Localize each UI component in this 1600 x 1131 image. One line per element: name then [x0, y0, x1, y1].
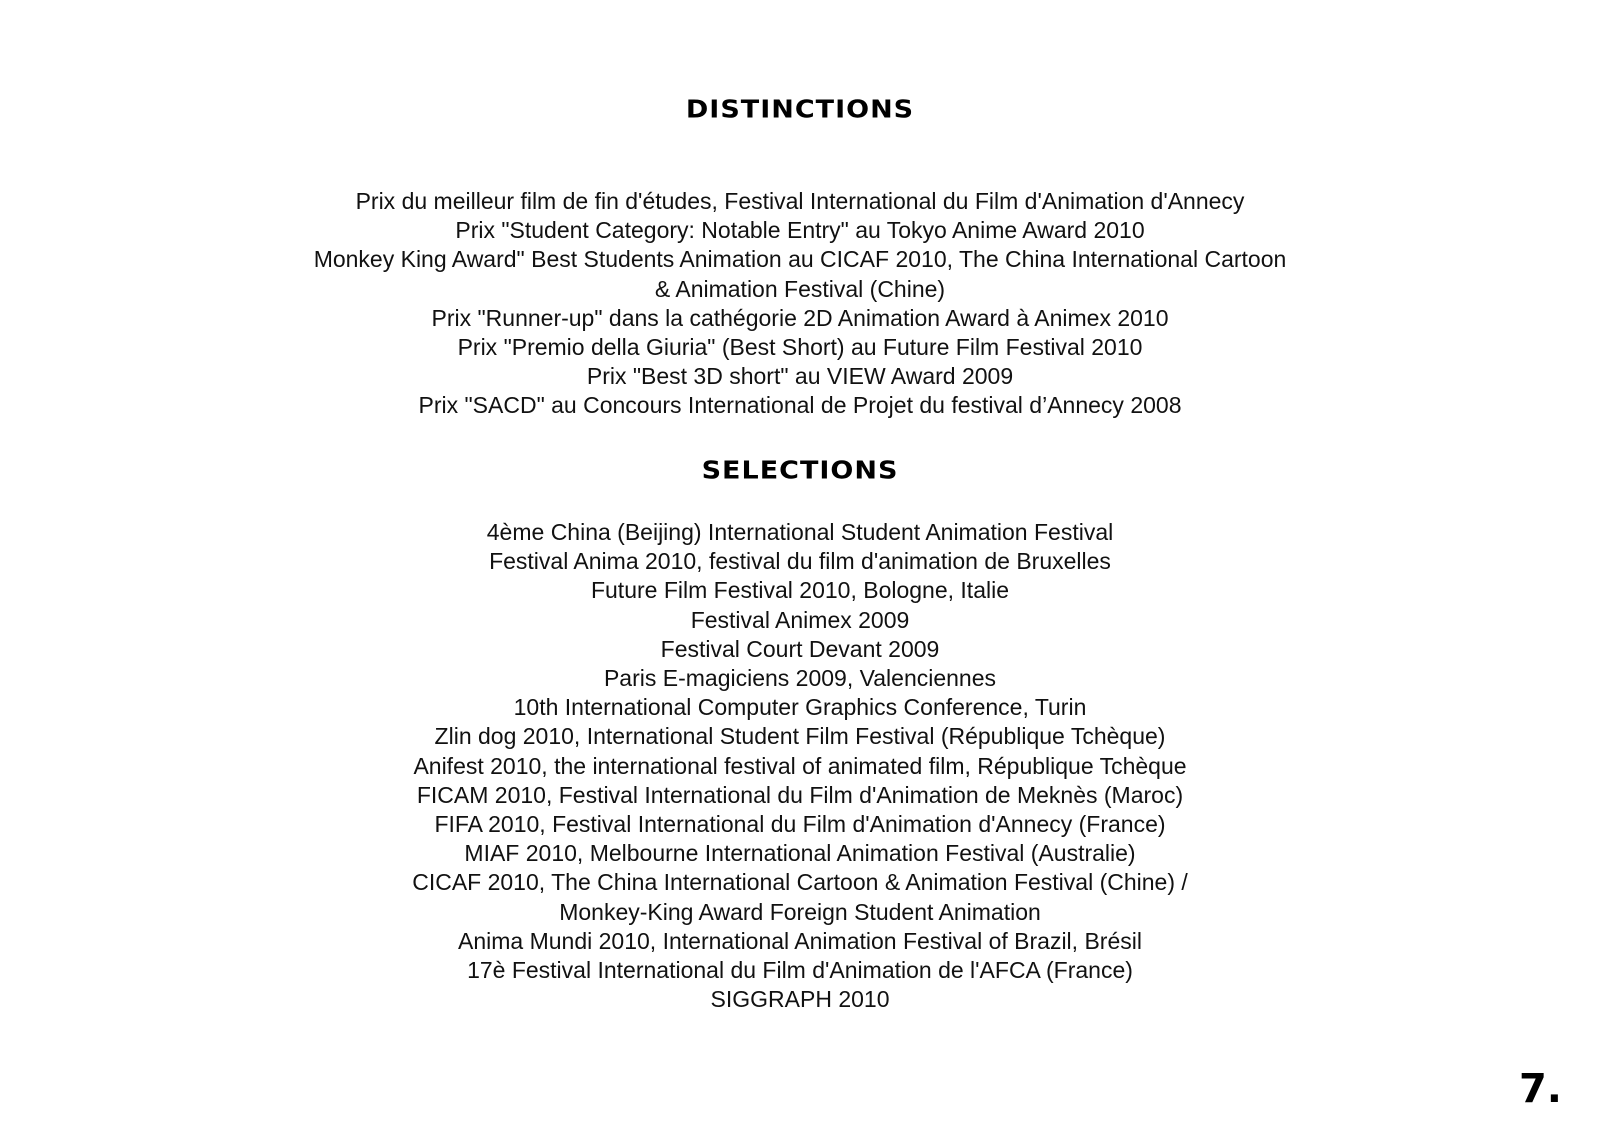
- selection-line: Festival Anima 2010, festival du film d'animation de Bruxelles: [489, 548, 1111, 575]
- selection-line: Paris E-magiciens 2009, Valenciennes: [603, 665, 997, 692]
- selection-line: SIGGRAPH 2010: [710, 986, 890, 1013]
- selection-line: FICAM 2010, Festival International du Film d'Animation de Meknès (Maroc): [416, 781, 1184, 808]
- distinction-line: Prix "Runner-up" dans la cathégorie 2D Animation Award à Animex 2010: [431, 304, 1169, 331]
- selection-line: FIFA 2010, Festival International du Film d'Animation d'Annecy (France): [434, 811, 1166, 838]
- selection-line: 17è Festival International du Film d'Animation de l'AFCA (France): [467, 957, 1133, 984]
- distinction-line: Prix "Premio della Giuria" (Best Short) au Future Film Festival 2010: [457, 334, 1143, 361]
- selection-line: CICAF 2010, The China International Cartoon & Animation Festival (Chine) /: [412, 869, 1188, 896]
- selection-line: Festival Court Devant 2009: [660, 635, 940, 662]
- distinctions-list: [0, 187, 1600, 421]
- distinction-line: & Animation Festival (Chine): [654, 275, 946, 302]
- selection-line: Zlin dog 2010, International Student Film Festival (République Tchèque): [434, 723, 1166, 750]
- selection-line: Anima Mundi 2010, International Animation Festival of Brazil, Brésil: [458, 927, 1142, 954]
- selections-list: [0, 518, 1600, 1014]
- distinction-line: Monkey King Award" Best Students Animation au CICAF 2010, The China International Cartoon: [313, 246, 1287, 273]
- selection-line: MIAF 2010, Melbourne International Animation Festival (Australie): [464, 840, 1136, 867]
- distinction-line: Prix du meilleur film de fin d'études, Festival International du Film d'Animation d'Annecy: [355, 188, 1245, 214]
- page-number: 7.: [1518, 1066, 1562, 1112]
- distinction-line: Prix "Student Category: Notable Entry" au Tokyo Anime Award 2010: [455, 217, 1145, 244]
- selection-line: 4ème China (Beijing) International Student Animation Festival: [486, 519, 1114, 545]
- selection-line: Future Film Festival 2010, Bologne, Italie: [590, 577, 1010, 604]
- selection-line: 10th International Computer Graphics Conference, Turin: [513, 694, 1087, 721]
- distinctions-heading: DISTINCTIONS: [685, 95, 915, 124]
- selection-line: Festival Animex 2009: [690, 606, 910, 633]
- selection-line: Monkey-King Award Foreign Student Animation: [559, 898, 1041, 925]
- selections-heading: SELECTIONS: [701, 456, 899, 485]
- distinction-line: Prix "SACD" au Concours International de Projet du festival d’Annecy 2008: [418, 392, 1182, 419]
- selection-line: Anifest 2010, the international festival of animated film, République Tchèque: [413, 752, 1187, 779]
- distinction-line: Prix "Best 3D short" au VIEW Award 2009: [586, 363, 1014, 390]
